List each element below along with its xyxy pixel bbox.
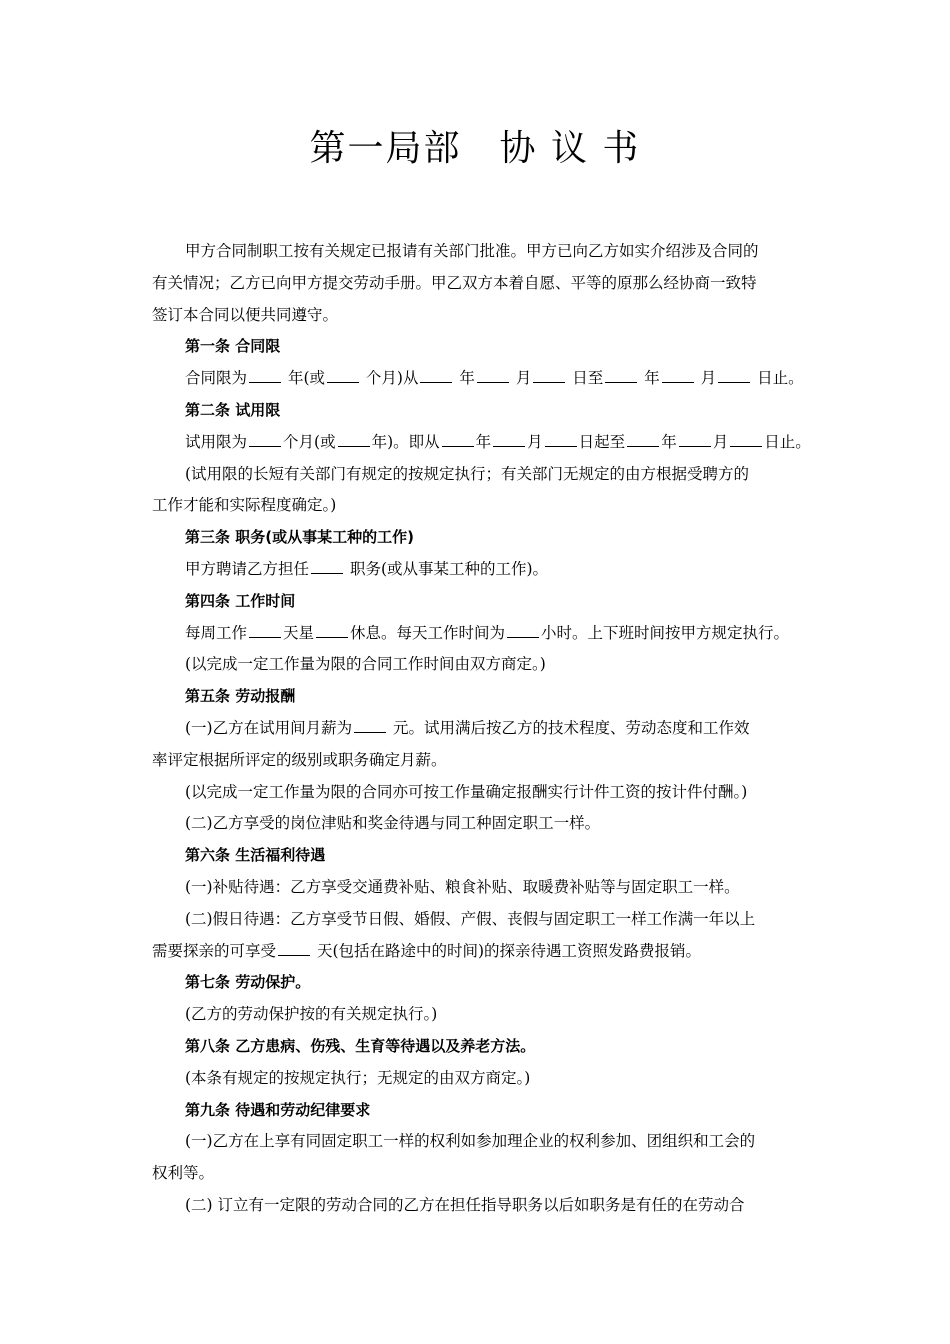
- paragraph-line: 率评定根据所评定的级别或职务确定月薪。: [152, 750, 447, 769]
- article-heading: 第六条 生活福利待遇: [185, 846, 326, 865]
- blank-underline: [730, 434, 762, 447]
- paragraph-line: 权利等。: [152, 1164, 215, 1183]
- blank-underline: [605, 370, 637, 383]
- article-heading: 第四条 工作时间: [185, 591, 296, 610]
- paragraph-line: (二)假日待遇：乙方享受节日假、婚假、产假、丧假与固定职工一样工作满一年以上: [185, 909, 756, 928]
- paragraph-line: (以完成一定工作量为限的合同工作时间由双方商定。): [185, 655, 546, 674]
- paragraph-line: (二) 订立有一定限的劳动合同的乙方在担任指导职务以后如职务是有任的在劳动合: [185, 1195, 745, 1214]
- article-heading: 第一条 合同限: [185, 337, 281, 356]
- blank-underline: [533, 370, 565, 383]
- document-body: [152, 236, 822, 1222]
- blank-underline: [316, 625, 348, 638]
- blank-underline: [477, 370, 509, 383]
- article-heading: 第七条 劳动保护。: [185, 973, 311, 992]
- blank-underline: [545, 434, 577, 447]
- paragraph-line: 甲方合同制职工按有关规定已报请有关部门批准。甲方已向乙方如实介绍涉及合同的: [185, 242, 759, 260]
- paragraph-line: (以完成一定工作量为限的合同亦可按工作量确定报酬实行计件工资的按计件付酬。): [185, 782, 748, 801]
- paragraph-line: (本条有规定的按规定执行；无规定的由双方商定。): [185, 1068, 531, 1087]
- paragraph-line: 试用限为 个月(或 年)。即从 年 月 日起至 年 月 日止。: [185, 432, 811, 451]
- blank-underline: [420, 370, 452, 383]
- blank-underline: [627, 434, 659, 447]
- paragraph-line: 甲方聘请乙方担任 职务(或从事某工种的工作)。: [185, 559, 549, 578]
- paragraph-line: 有关情况；乙方已向甲方提交劳动手册。甲乙双方本着自愿、平等的原那么经协商一致特: [152, 273, 757, 292]
- blank-underline: [338, 434, 370, 447]
- paragraph-line: 签订本合同以便共同遵守。: [152, 305, 339, 324]
- paragraph-line: (二)乙方享受的岗位津贴和奖金待遇与同工种固定职工一样。: [185, 814, 601, 833]
- paragraph-line: (一)补贴待遇：乙方享受交通费补贴、粮食补贴、取暖费补贴等与固定职工一样。: [185, 877, 740, 896]
- page-title: 第一局部 协 议 书: [309, 128, 641, 169]
- article-heading: 第二条 试用限: [185, 400, 281, 419]
- blank-underline: [679, 434, 711, 447]
- article-heading: 第三条 职务(或从事某工种的工作): [185, 528, 414, 547]
- paragraph-line: 合同限为 年(或 个月)从 年 月 日至 年 月 日止。: [185, 369, 804, 388]
- blank-underline: [311, 561, 343, 574]
- blank-underline: [493, 434, 525, 447]
- blank-underline: [278, 943, 310, 956]
- blank-underline: [327, 370, 359, 383]
- blank-underline: [249, 625, 281, 638]
- article-heading: 第八条 乙方患病、伤残、生育等待遇以及养老方法。: [185, 1036, 536, 1055]
- paragraph-line: (乙方的劳动保护按的有关规定执行。): [185, 1005, 438, 1024]
- article-heading: 第九条 待遇和劳动纪律要求: [185, 1100, 371, 1119]
- blank-underline: [354, 720, 386, 733]
- paragraph-line: (试用限的长短有关部门有规定的按规定执行；有关部门无规定的由方根据受聘方的: [185, 464, 750, 483]
- paragraph-line: (一)乙方在试用间月薪为 元。试用满后按乙方的技术程度、劳动态度和工作效: [185, 718, 750, 737]
- blank-underline: [662, 370, 694, 383]
- article-heading: 第五条 劳动报酬: [185, 687, 296, 706]
- blank-underline: [249, 370, 281, 383]
- blank-underline: [249, 434, 281, 447]
- blank-underline: [718, 370, 750, 383]
- paragraph-line: 每周工作 天星 休息。每天工作时间为 小时。上下班时间按甲方规定执行。: [185, 623, 790, 642]
- blank-underline: [442, 434, 474, 447]
- paragraph-line: 需要探亲的可享受 天(包括在路途中的时间)的探亲待遇工资照发路费报销。: [152, 941, 702, 960]
- paragraph-line: 工作才能和实际程度确定。): [152, 496, 337, 515]
- blank-underline: [507, 625, 539, 638]
- paragraph-line: (一)乙方在上享有同固定职工一样的权利如参加理企业的权利参加、团组织和工会的: [185, 1132, 756, 1151]
